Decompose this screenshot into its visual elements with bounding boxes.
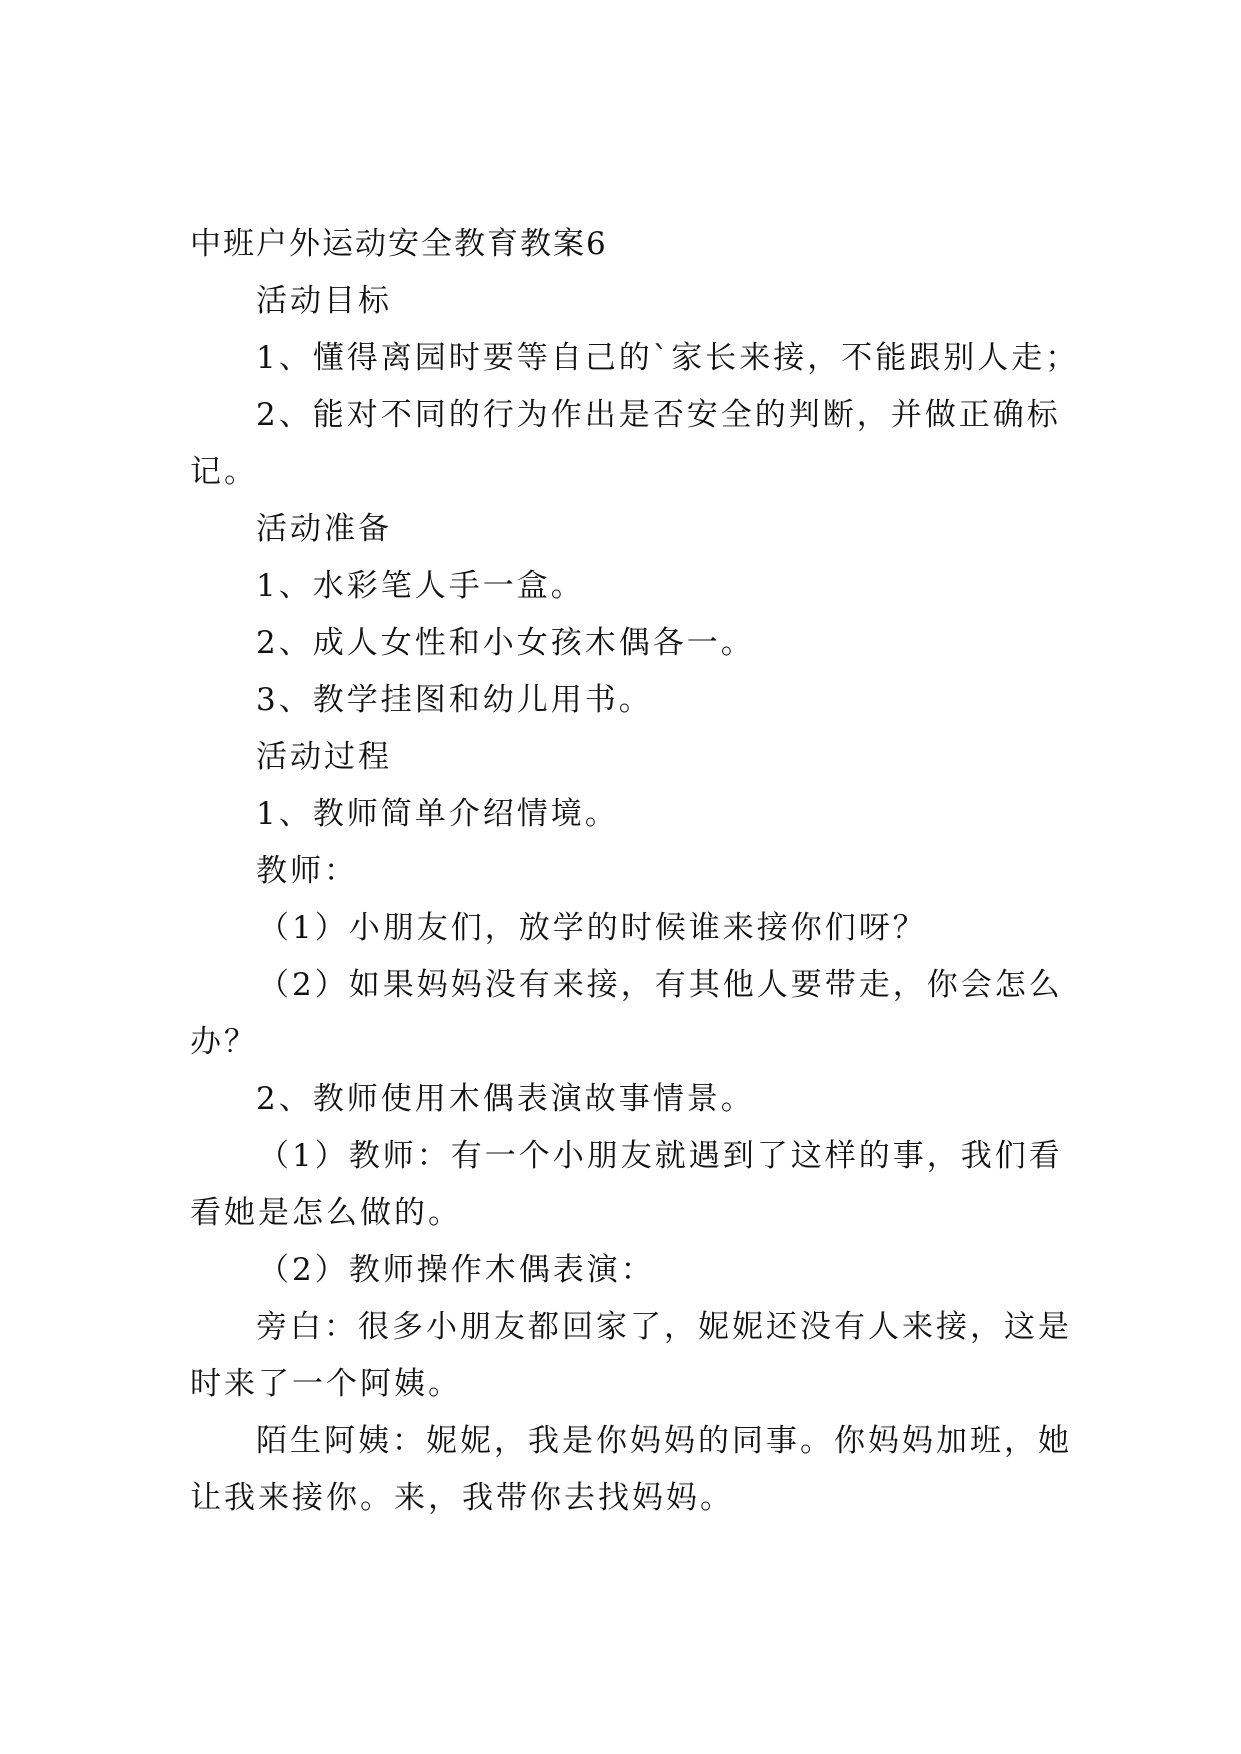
paragraph-line: 让我来接你。来，我带你去找妈妈。 <box>190 1480 734 1516</box>
paragraph-line: 时来了一个阿姨。 <box>190 1366 462 1402</box>
paragraph-line: 1、教师简单介绍情境。 <box>256 796 619 832</box>
paragraph-line: 记。 <box>190 454 258 490</box>
paragraph-line: 1、水彩笔人手一盒。 <box>256 568 585 604</box>
paragraph-line: 旁白：很多小朋友都回家了，妮妮还没有人来接，这是 <box>256 1309 1072 1345</box>
paragraph-line: 2、能对不同的行为作出是否安全的判断，并做正确标 <box>256 397 1061 433</box>
paragraph-line: （2）教师操作木偶表演： <box>258 1252 655 1288</box>
paragraph-line: 2、成人女性和小女孩木偶各一。 <box>256 625 755 661</box>
paragraph-line: 看她是怎么做的。 <box>190 1195 462 1231</box>
paragraph-line: 2、教师使用木偶表演故事情景。 <box>256 1081 755 1117</box>
paragraph-line: （2）如果妈妈没有来接，有其他人要带走，你会怎么 <box>258 967 1063 1003</box>
section-heading-goals: 活动目标 <box>256 283 392 319</box>
paragraph-line: 3、教学挂图和幼儿用书。 <box>256 682 653 718</box>
paragraph-line: 陌生阿姨：妮妮，我是你妈妈的同事。你妈妈加班，她 <box>256 1423 1072 1459</box>
section-heading-process: 活动过程 <box>256 739 392 775</box>
paragraph-line: 1、懂得离园时要等自己的`家长来接，不能跟别人走； <box>256 340 1080 376</box>
page-title: 中班户外运动安全教育教案6 <box>190 226 608 262</box>
paragraph-line: （1）小朋友们，放学的时候谁来接你们呀？ <box>258 910 927 946</box>
section-heading-preparation: 活动准备 <box>256 511 392 547</box>
paragraph-line: 教师： <box>256 853 358 889</box>
paragraph-line: （1）教师：有一个小朋友就遇到了这样的事，我们看 <box>258 1138 1063 1174</box>
paragraph-line: 办？ <box>190 1024 258 1060</box>
